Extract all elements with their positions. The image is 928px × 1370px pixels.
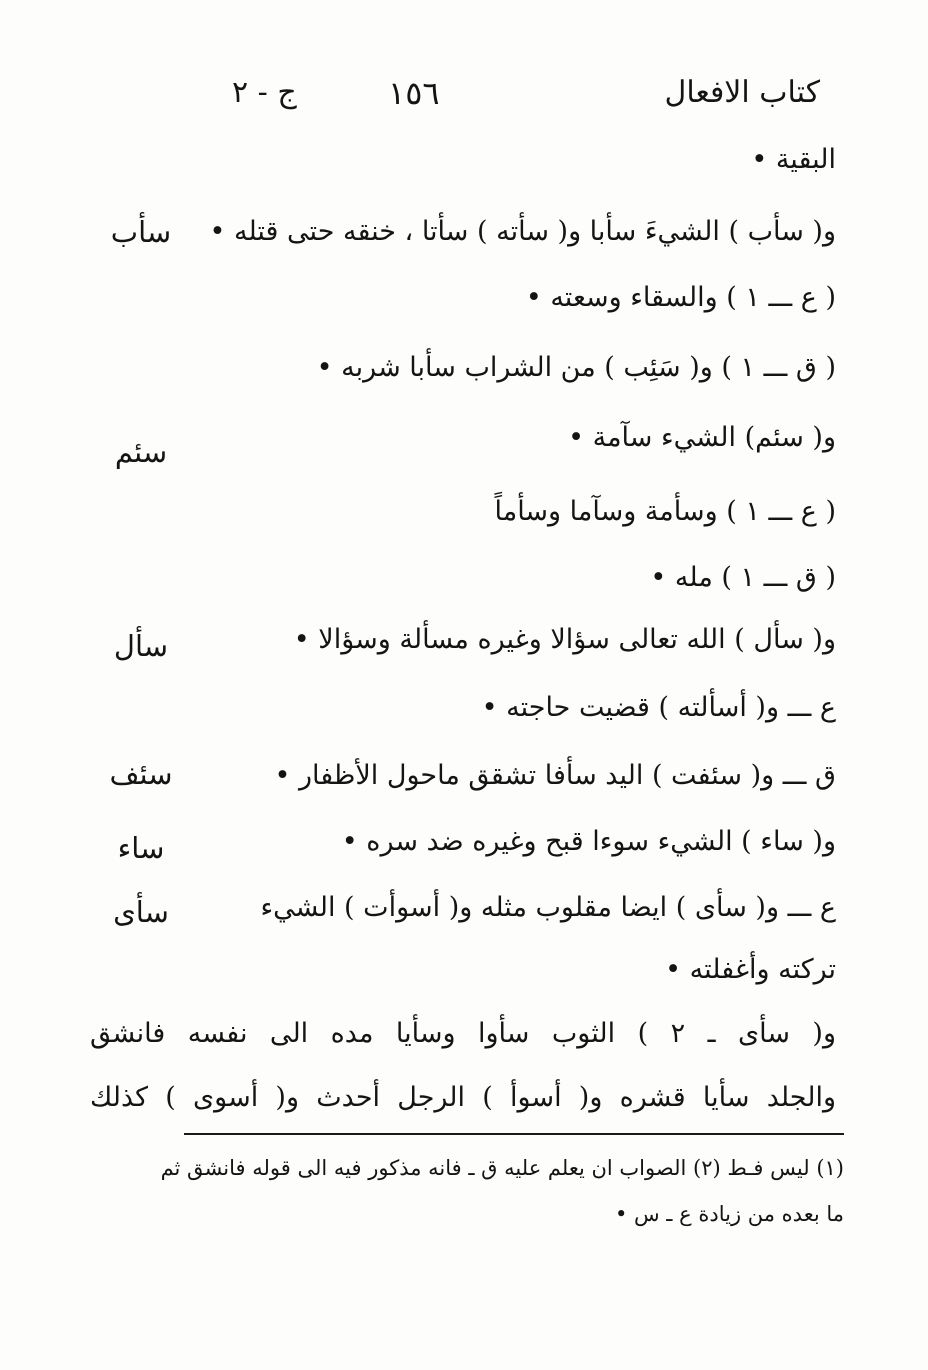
footnote-divider [184,1133,844,1135]
body-line: ع ـــ و( أسألته ) قضيت حاجته • [481,692,836,723]
margin-headword: سأل [113,629,169,663]
margin-headword: سئم [114,435,168,469]
volume-label: ج - ٢ [232,75,297,110]
body-line: ( ع ـــ ١ ) والسقاء وسعته • [525,282,836,313]
page-number: ١٥٦ [388,74,440,112]
body-line: و( سأى ـ ٢ ) الثوب سأوا وسأيا مده الى نفسه فانشق [90,1018,836,1049]
body-line: و( ساء ) الشيء سوءا قبح وغيره ضد سره • [341,826,836,857]
body-line: و( سئم) الشيء سآمة • [568,422,836,453]
body-line: تركته وأغفلته • [665,954,836,985]
margin-headword: سئف [109,757,173,791]
footnote-line: (١) ليس فـط (٢) الصواب ان يعلم عليه ق ـ فانه مذكور فيه الى قوله فانشق ثم [160,1156,844,1180]
margin-headword: ساء [117,831,165,865]
running-header-title: كتاب الافعال [664,75,820,110]
footnote-line: ما بعده من زيادة ع ـ س • [614,1202,844,1226]
body-line: ع ـــ و( سأى ) ايضا مقلوب مثله و( أسوأت ) الشيء [260,892,836,923]
body-line: والجلد سأيا قشره و( أسوأ ) الرجل أحدث و( أسوى ) كذلك [90,1082,836,1113]
body-line: ( ع ـــ ١ ) وسأمة وسآما وسأماً [494,496,836,527]
body-line: ق ـــ و( سئفت ) اليد سأفا تشقق ماحول الأظفار • [274,760,836,791]
body-line: ( ق ـــ ١ ) مله • [650,562,836,593]
body-line: ( ق ـــ ١ ) و( سَئِب ) من الشراب سأبا شربه • [316,352,836,383]
body-line: و( سأب ) الشيءَ سأبا و( سأته ) سأتا ، خنقه حتى قتله • [209,216,836,247]
margin-headword: سأى [113,895,169,929]
body-line: و( سأل ) الله تعالى سؤالا وغيره مسألة وسؤالا • [293,624,836,655]
margin-headword: سأب [110,215,172,249]
body-line: البقية • [751,144,836,175]
